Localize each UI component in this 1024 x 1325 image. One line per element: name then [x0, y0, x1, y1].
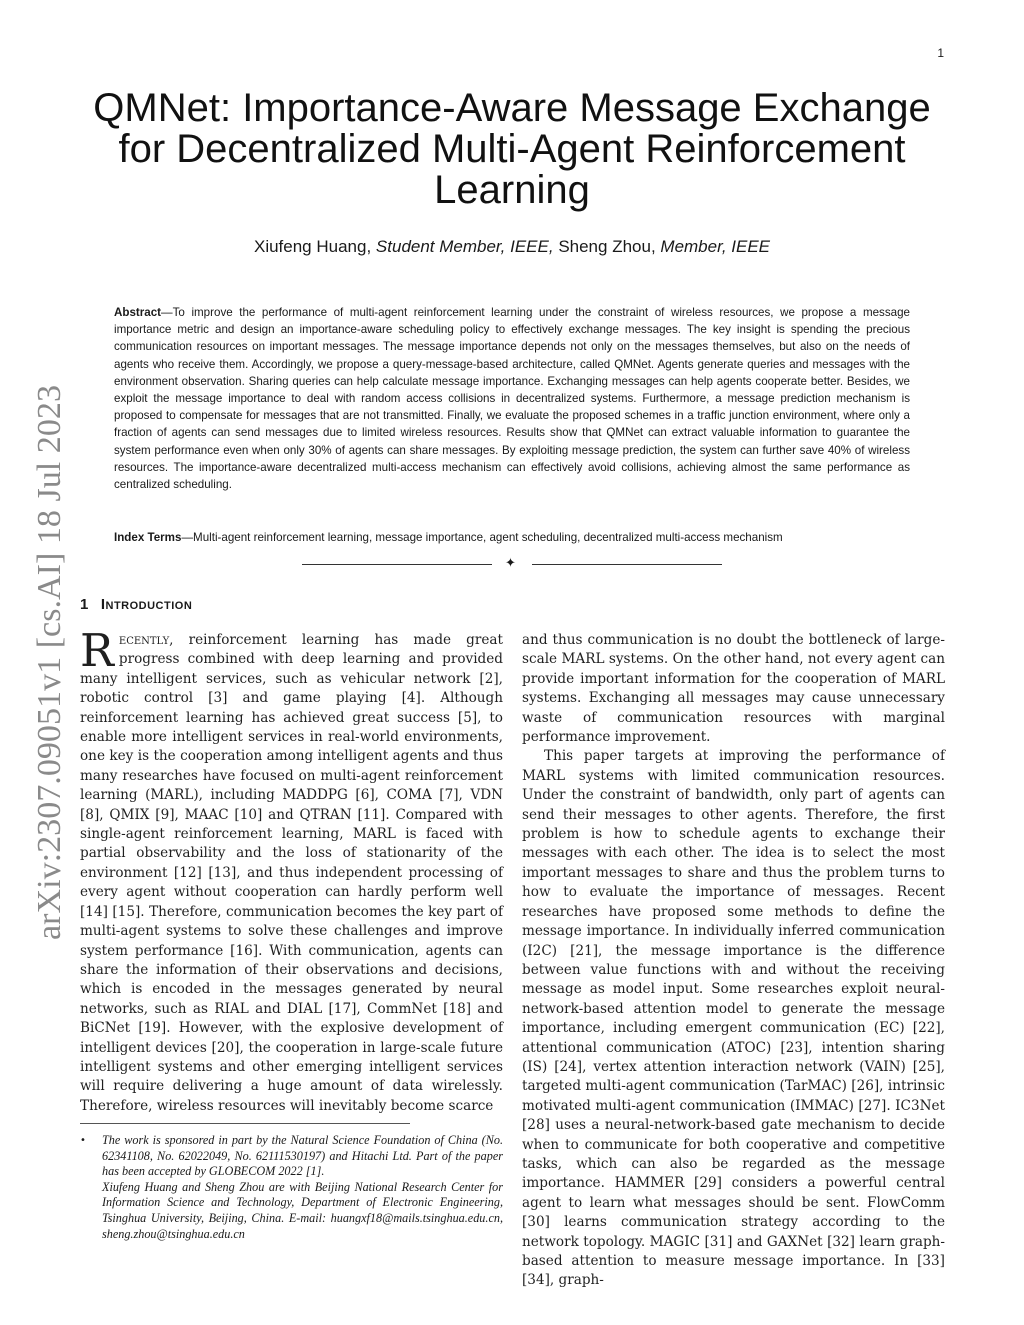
author-1-role: Student Member, IEEE, [375, 237, 554, 256]
section-number: 1 [80, 596, 89, 613]
intro-right-paragraph-1: and thus communication is no doubt the bottleneck of large-scale MARL systems. On the other hand, not every agent can provide important information for the cooperation of MARL systems. Exchanging all messages may cause unnecessary waste of communication resources with marginal performance improvement. [522, 632, 945, 746]
author-2-name: Sheng Zhou, [558, 237, 656, 256]
footnote-body [102, 1133, 503, 1242]
right-column [522, 631, 945, 1291]
footnote [80, 1133, 503, 1242]
footnote-affiliation: Xiufeng Huang and Sheng Zhou are with Beijing National Research Center for Information Science and Technology, Department of Electronic Engineering, Tsinghua University, Beijing, China. E-mail: huangxf18@mails.tsinghua.edu.cn, sheng.zhou@tsinghua.edu.cn [102, 1179, 503, 1241]
abstract-text: —To improve the performance of multi-agent reinforcement learning under the constraint of wireless resources, we propose a message importance metric and design an importance-aware scheduling policy to effectively exchange messages. The key insight is spending the precious communication resources on important messages. The message importance depends not only on the messages themselves, but also on the needs of agents who receive them. Accordingly, we propose a query-message-based architecture, called QMNet. Agents generate queries and messages with the environment observation. Sharing queries can help calculate message importance. Exchanging messages can help agents cooperate better. Besides, we exploit the message importance to deal with random access collisions in decentralized systems. Furthermore, a message prediction mechanism is proposed to compensate for messages that are not transmitted. Finally, we evaluate the proposed schemes in a traffic junction environment, where only a fraction of agents can send messages due to limited wireless resources. Results show that QMNet can extract valuable information to guarantee the system performance even when only 30% of agents can share messages. By exploiting message prediction, the system can further save 40% of wireless resources. The importance-aware decentralized multi-access mechanism can effectively avoid collisions, achieving almost the same performance as centralized scheduling. [114, 306, 910, 492]
index-terms [114, 529, 910, 546]
intro-lead-word: ecently [118, 632, 170, 648]
author-1-name: Xiufeng Huang, [253, 237, 372, 256]
dropcap: R [80, 624, 114, 677]
left-column [80, 624, 503, 1116]
section-divider [302, 557, 722, 571]
footnote-rule [80, 1123, 410, 1124]
arxiv-side-stamp [10, 380, 80, 950]
title-block [80, 88, 944, 257]
intro-right-paragraph-2: This paper targets at improving the performance of MARL systems with limited communication resources. Under the constraint of bandwidth, only part of agents can send their messages to other agents. Therefore, the first problem is how to schedule agents to exchange their messages with each other. The idea is to select the most important messages to share and thus the problem turns to how to evaluate the importance of messages. Recent researches have proposed some methods to define the message importance. In individually inferred communication (I2C) [21], the message importance is the difference between value functions with and without the receiving message as model input. Some researches exploit neural-network-based attention model to generate the message importance, including emergent communication (EC) [22], attentional communication (ATOC) [23], intention sharing (IS) [24], vertex attention interaction network (VAIN) [25], targeted multi-agent communication (TarMAC) [26], intrinsic motivated multi-agent communication (IMMAC) [27]. IC3Net [28] uses a neural-network-based gate mechanism to decide when to communicate for both cooperative and competitive tasks, which can also be regarded as the message importance. HAMMER [29] considers a powerful central agent to learn what messages should be sent. FlowComm [30] learns communication strategy according to the network topology. MAGIC [31] and GAXNet [32] learn graph-based attention to measure message importance. In [33] [34], graph- [522, 748, 945, 1289]
page-number: 1 [937, 46, 944, 60]
intro-left-text: , reinforcement learning has made great progress combined with deep learning and provided many intelligent services, such as vehicular network [2], robotic control [3] and game playing [4]. Although reinforcement learning has achieved great success [5], to enable more intelligent services in real-world environments, one key is the cooperation among intelligent agents and thus many researches have focused on multi-agent reinforcement learning (MARL), including MADDPG [6], COMA [7], VDN [8], QMIX [9], MAAC [10] and QTRAN [11]. Compared with single-agent reinforcement learning, MARL is faced with partial observability and the loss of stationarity of the environment [12] [13], and thus independent processing of every agent without cooperation can hardly perform well [14] [15]. Therefore, communication becomes the key part of multi-agent systems to solve these challenges and improve system performance [16]. With communication, agents can share the information of their observations and decisions, which is encoded in the messages generated by neural networks, such as RIAL and DIAL [17], CommNet [18] and BiCNet [19]. However, with the explosive development of intelligent devices [20], the cooperation in large-scale future intelligent systems and other emerging intelligent services will require delivering a huge amount of data wirelessly. Therefore, wireless resources will inevitably become scarce [80, 632, 503, 1114]
divider-line-right [532, 564, 722, 565]
divider-diamond-icon: ✦ [505, 556, 516, 571]
section-title: Introduction [100, 596, 193, 613]
index-terms-label: Index Terms [114, 531, 182, 544]
divider-line-left [302, 564, 492, 565]
abstract-label: Abstract [114, 306, 162, 319]
paper-title: QMNet: Importance-Aware Message Exchange for Decentralized Multi-Agent Reinforcement Learning [93, 86, 931, 212]
section-heading [80, 596, 192, 613]
arxiv-stamp-graphic [10, 380, 80, 950]
footnote-bullet-icon: • [80, 1135, 86, 1146]
footnote-funding: The work is sponsored in part by the Natural Science Foundation of China (No. 62341108, No. 62022049, No. 62111530197) and Hitachi Ltd. Part of the paper has been accepted by GLOBECOM 2022 [1]. [102, 1133, 503, 1179]
author-2-role: Member, IEEE [660, 237, 771, 256]
intro-paragraph-1 [80, 624, 503, 1116]
author-line [80, 237, 944, 257]
abstract [114, 304, 910, 493]
arxiv-stamp-text: arXiv:2307.09051v1 [cs.AI] 18 Jul 2023 [31, 386, 68, 940]
index-terms-text: —Multi-agent reinforcement learning, message importance, agent scheduling, decentralized multi-access mechanism [181, 531, 783, 544]
